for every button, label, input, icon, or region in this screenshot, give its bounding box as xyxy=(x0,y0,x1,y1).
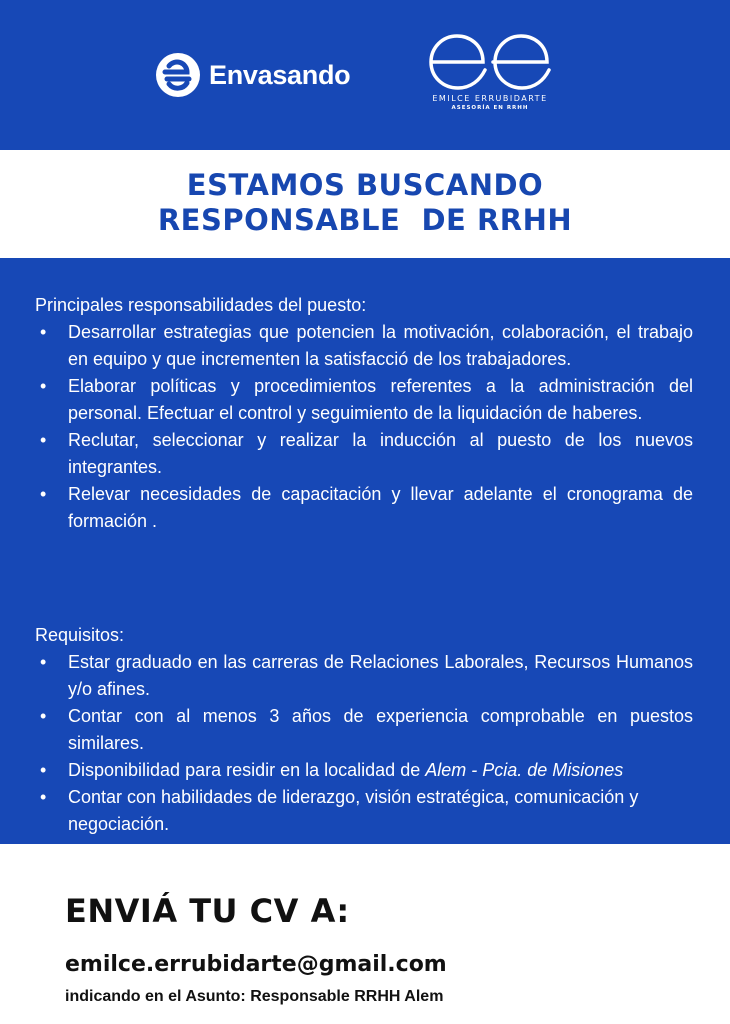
ee-brand-name: EMILCE ERRUBIDARTE xyxy=(432,94,548,103)
bullet-icon: • xyxy=(40,484,47,504)
email-subject-instruction: indicando en el Asunto: Responsable RRHH Alem xyxy=(65,988,444,1005)
header-band xyxy=(0,0,730,150)
contact-email[interactable]: emilce.errubidarte@gmail.com xyxy=(65,952,447,977)
list-item xyxy=(35,784,693,838)
list-item xyxy=(35,481,693,535)
ee-brand-tagline: ASESORÍA EN RRHH xyxy=(451,105,529,111)
envasando-logo-icon xyxy=(155,52,201,98)
list-item-text: Estar graduado en las carreras de Relaciones Laborales, Recursos Humanos y/o afines. xyxy=(68,652,693,699)
requirements-heading: Requisitos: xyxy=(35,625,125,645)
list-item xyxy=(35,649,693,703)
responsibilities-heading: Principales responsabilidades del puesto: xyxy=(35,295,367,315)
emilce-errubidarte-logo xyxy=(410,30,570,130)
bullet-icon: • xyxy=(40,652,47,672)
title-line-1: ESTAMOS BUSCANDO xyxy=(186,168,544,202)
list-item-text: Relevar necesidades de capacitación y llevar adelante el cronograma de formación . xyxy=(68,484,693,531)
title-band xyxy=(0,150,730,258)
list-item xyxy=(35,703,693,757)
responsibilities-list xyxy=(35,319,693,535)
bullet-icon: • xyxy=(40,706,47,726)
list-item xyxy=(35,373,693,427)
residence-place: Alem - Pcia. de Misiones xyxy=(425,760,624,780)
list-item xyxy=(35,319,693,373)
send-cv-heading: ENVIÁ TU CV A: xyxy=(65,892,350,930)
list-item-text: Desarrollar estrategias que potencien la motivación, colaboración, el trabajo en equipo y que incrementen la satisfacció de los trabajadores. xyxy=(68,322,693,369)
envasando-brand-name: Envasando xyxy=(209,59,351,90)
bullet-icon: • xyxy=(40,322,47,342)
list-item xyxy=(35,427,693,481)
list-item xyxy=(35,757,693,784)
residence-prefix: Disponibilidad para residir en la localidad de xyxy=(68,760,426,780)
bullet-icon: • xyxy=(40,376,47,396)
list-item-text: Contar con al menos 3 años de experiencia comprobable en puestos similares. xyxy=(68,706,693,753)
title-line-2: RESPONSABLE DE RRHH xyxy=(157,203,573,237)
content-band xyxy=(0,258,730,844)
ee-monogram-icon xyxy=(425,30,555,92)
bullet-icon: • xyxy=(40,760,47,780)
list-item-text: Elaborar políticas y procedimientos referentes a la administración del personal. Efectuar el control y seguimiento de la liquidación de haberes. xyxy=(68,376,693,423)
bullet-icon: • xyxy=(40,787,47,807)
list-item-text: Contar con habilidades de liderazgo, visión estratégica, comunicación y negociación. xyxy=(68,787,639,834)
bullet-icon: • xyxy=(40,430,47,450)
list-item-text: Reclutar, seleccionar y realizar la inducción al puesto de los nuevos integrantes. xyxy=(68,430,693,477)
page-title xyxy=(0,168,730,238)
envasando-logo xyxy=(155,50,350,100)
requirements-list xyxy=(35,649,693,838)
